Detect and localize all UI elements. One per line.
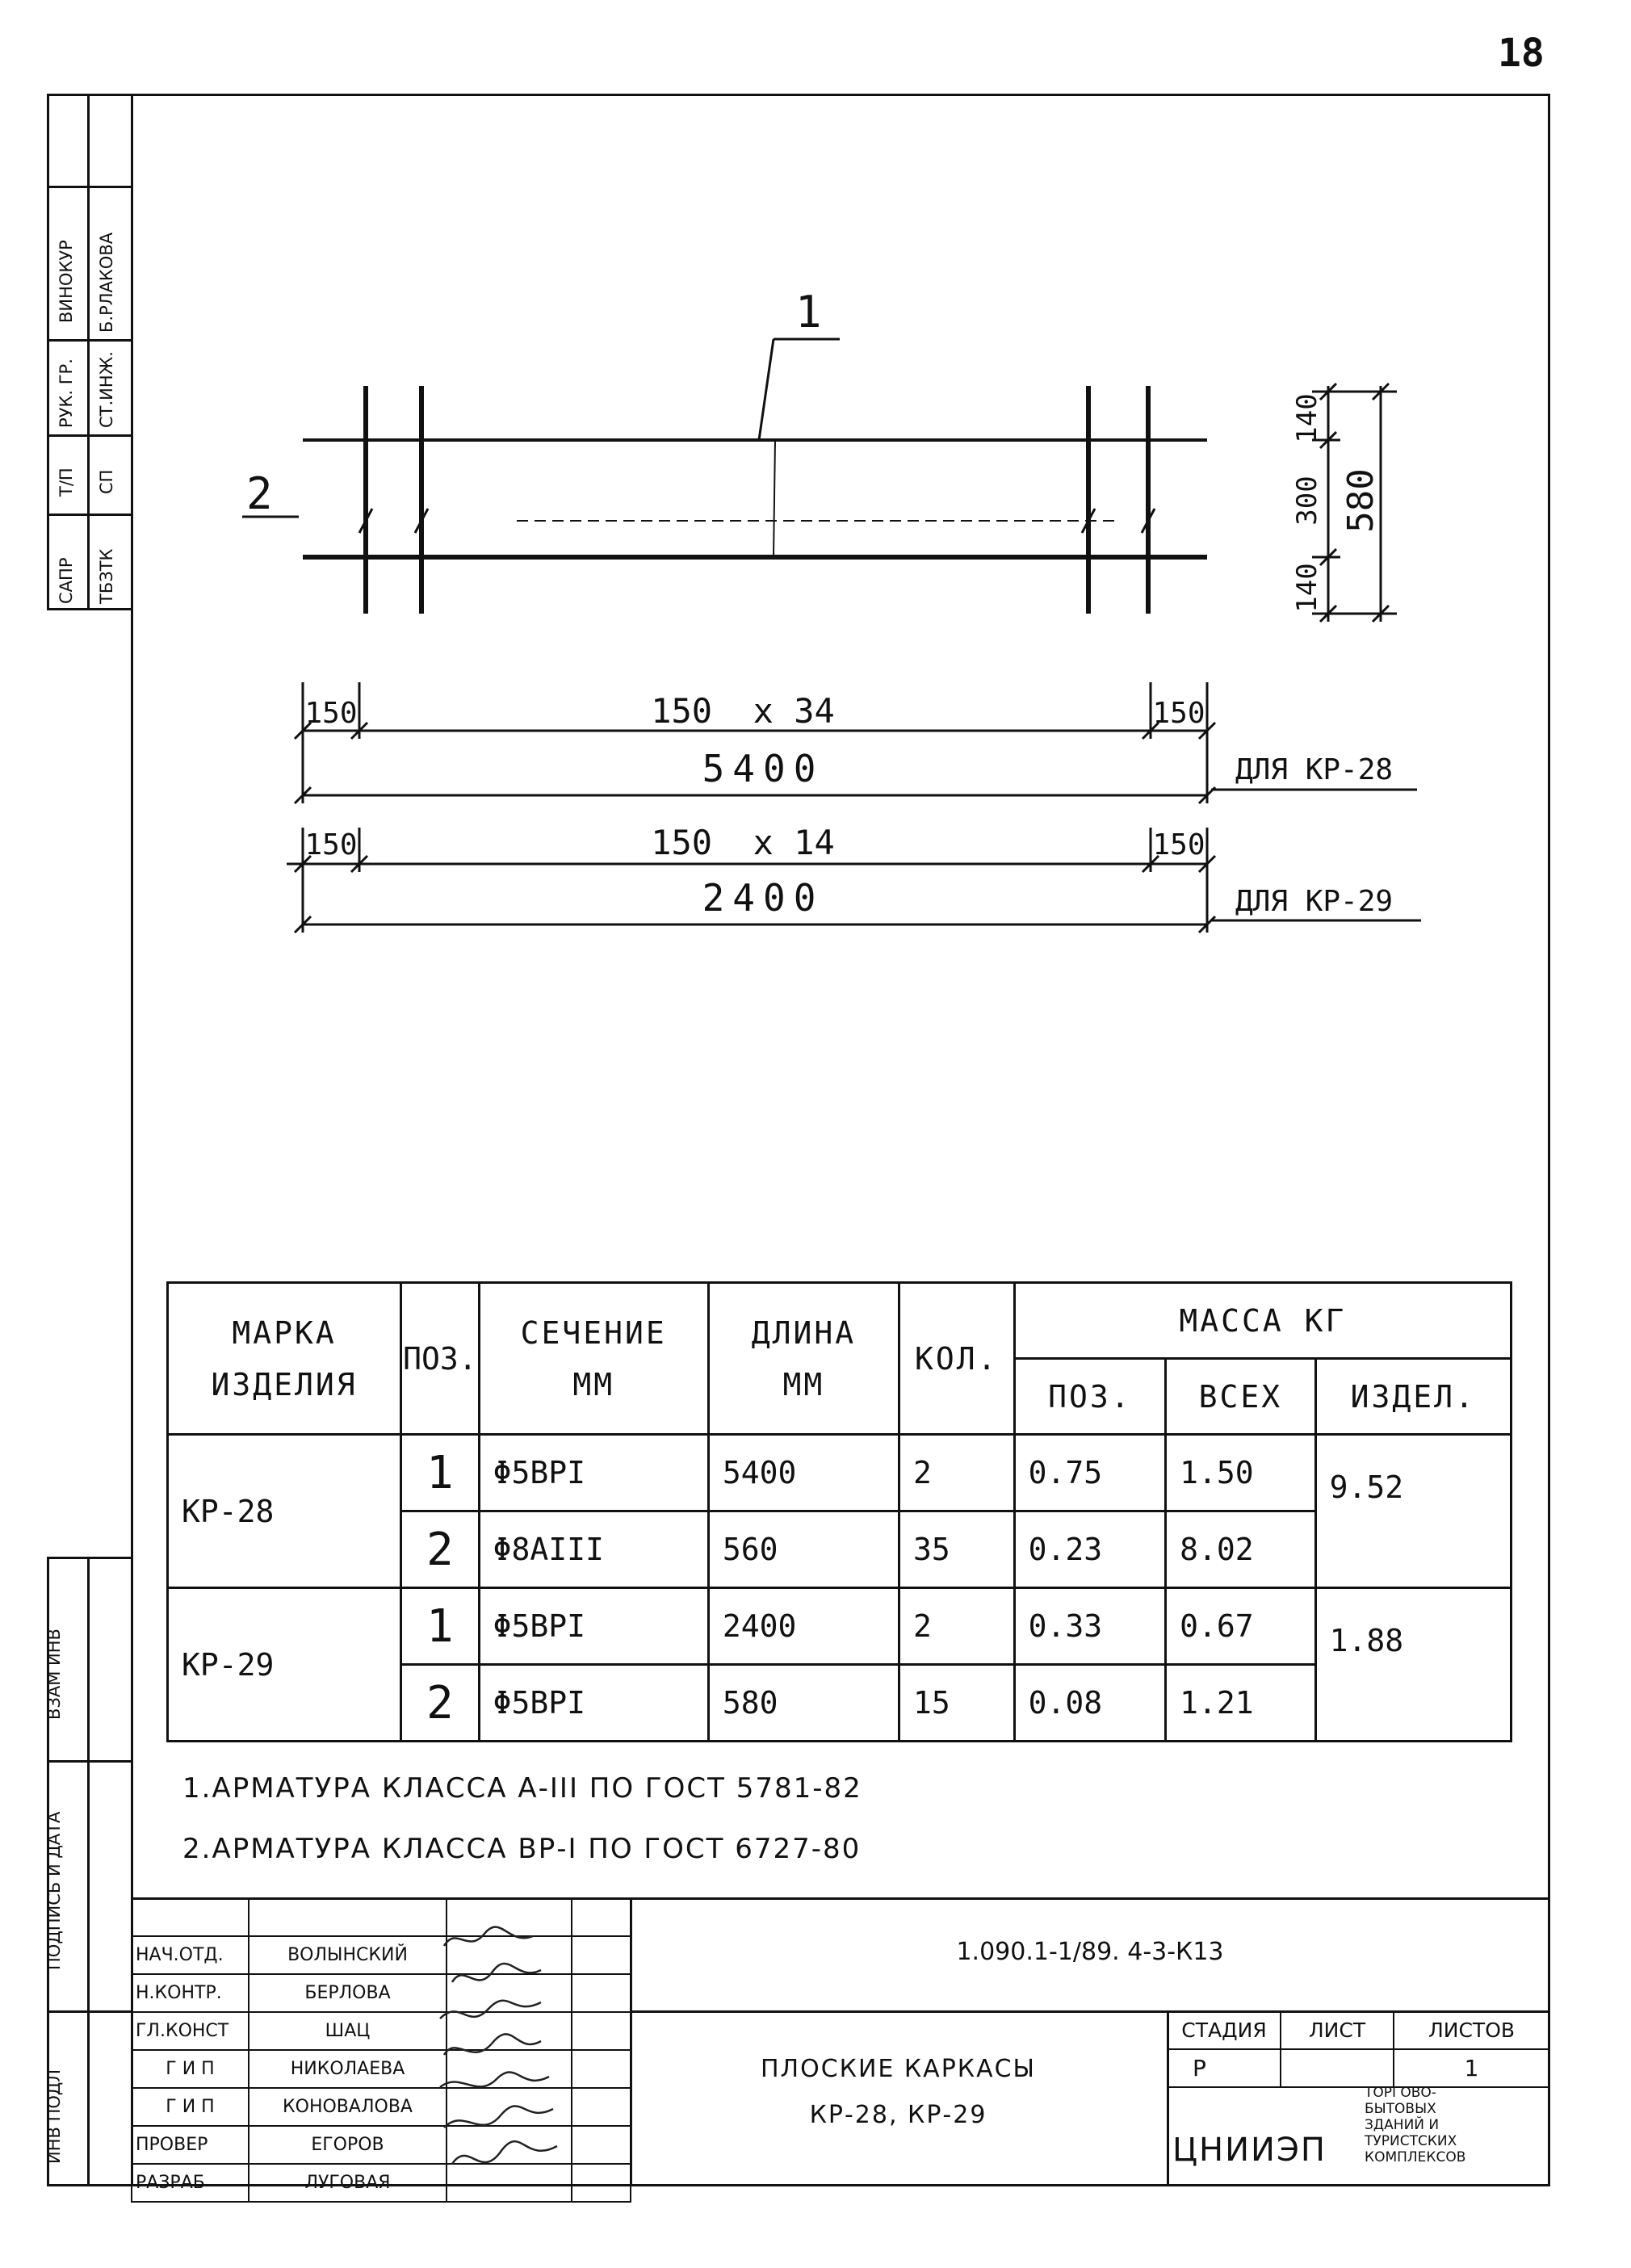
- callout-1: 1: [795, 287, 822, 337]
- header-qty: КОЛ.: [899, 1283, 1014, 1435]
- qty-cell: 15: [899, 1665, 1014, 1742]
- mark-cell: КР-29: [168, 1588, 401, 1742]
- signature-row: РАЗРАБ ЛУГОВАЯ: [132, 2164, 631, 2202]
- header-mass-pos: ПОЗ.: [1014, 1359, 1165, 1435]
- stage-label: СТАДИЯ: [1168, 2011, 1281, 2049]
- dim-row1-note: ДЛЯ КР-28: [1235, 753, 1394, 786]
- dim-row2-note: ДЛЯ КР-29: [1235, 885, 1394, 918]
- strip-label-razkova: Б.РЛАКОВА: [97, 232, 116, 333]
- header-length: ДЛИНА ММ: [708, 1283, 899, 1435]
- mass-pos-cell: 0.08: [1014, 1665, 1165, 1742]
- signature-row: ПРОВЕР ЕГОРОВ: [132, 2126, 631, 2164]
- signature-row: Г И П КОНОВАЛОВА: [132, 2088, 631, 2126]
- pos-cell: 2: [401, 1665, 480, 1742]
- length-cell: 560: [708, 1511, 899, 1588]
- strip-label-vzam-inv: ВЗАМ ИНВ: [44, 1629, 64, 1720]
- length-cell: 2400: [708, 1588, 899, 1665]
- strip-label-ruk-gr: РУК. ГР.: [57, 358, 76, 428]
- header-mass-item: ИЗДЕЛ.: [1315, 1359, 1511, 1435]
- mass-all-cell: 0.67: [1166, 1588, 1316, 1665]
- section-cell: Φ8АIII: [479, 1511, 708, 1588]
- mass-pos-cell: 0.23: [1014, 1511, 1165, 1588]
- mass-item-cell: 1.88: [1315, 1588, 1511, 1742]
- pos-cell: 1: [401, 1435, 480, 1511]
- mass-item-cell: 9.52: [1315, 1435, 1511, 1588]
- mass-all-cell: 1.50: [1166, 1435, 1316, 1511]
- stage-table: [1167, 2010, 1550, 2088]
- strip-label-tp: Т/П: [57, 467, 76, 497]
- strip-label-tbztk: ТБЗТК: [97, 548, 116, 604]
- qty-cell: 35: [899, 1511, 1014, 1588]
- header-mark: МАРКА ИЗДЕЛИЯ: [168, 1283, 401, 1435]
- mass-pos-cell: 0.75: [1014, 1435, 1165, 1511]
- header-mass-all: ВСЕХ: [1166, 1359, 1316, 1435]
- doc-title-line1: ПЛОСКИЕ КАРКАСЫ: [760, 2055, 1037, 2083]
- signature-row: Г И П НИКОЛАЕВА: [132, 2050, 631, 2088]
- doc-title-line2: КР-28, КР-29: [809, 2101, 987, 2129]
- section-cell: Φ5ВРI: [479, 1435, 708, 1511]
- sheet-value: [1281, 2049, 1394, 2087]
- signature-row: ГЛ.КОНСТ ШАЦ: [132, 2012, 631, 2050]
- header-pos: ПОЗ.: [401, 1283, 480, 1435]
- doc-code: 1.090.1-1/89. 4-3-К13: [956, 1938, 1224, 1966]
- dim-bottom-140: 140: [1291, 563, 1323, 613]
- dim-row1-right: 150: [1152, 697, 1205, 730]
- dim-row1-total: 5400: [702, 747, 824, 790]
- org-subtitle: ТОРГОВО- БЫТОВЫХ ЗДАНИЙ И ТУРИСТСКИХ КОМПЛЕКСОВ: [1365, 2085, 1466, 2165]
- mass-all-cell: 8.02: [1166, 1511, 1316, 1588]
- strip-label-sapr: САПР: [57, 557, 76, 604]
- section-cell: Φ5ВРI: [479, 1665, 708, 1742]
- qty-cell: 2: [899, 1435, 1014, 1511]
- table-row: [168, 1435, 1512, 1511]
- reinforcement-drawing: [0, 0, 1631, 969]
- length-cell: 580: [708, 1665, 899, 1742]
- mark-cell: КР-28: [168, 1435, 401, 1588]
- signatures-scribbles: [420, 1922, 581, 2188]
- note-2: 2.АРМАТУРА КЛАССА ВР-I ПО ГОСТ 6727-80: [182, 1833, 862, 1865]
- dim-total-580: 580: [1340, 468, 1382, 533]
- sheets-value: 1: [1394, 2049, 1549, 2087]
- strip-label-inv-podl: ИНВ ПОДЛ: [44, 2069, 64, 2164]
- sheet-label: ЛИСТ: [1281, 2011, 1394, 2049]
- signature-row: Н.КОНТР. БЕРЛОВА: [132, 1974, 631, 2012]
- mass-all-cell: 1.21: [1166, 1665, 1316, 1742]
- page-number: 18: [1498, 31, 1545, 76]
- dim-row2-mid: 150 х 14: [651, 823, 835, 862]
- strip-label-st-inzh: СТ.ИНЖ.: [97, 351, 116, 428]
- pos-cell: 2: [401, 1511, 480, 1588]
- sheets-label: ЛИСТОВ: [1394, 2011, 1549, 2049]
- pos-cell: 1: [401, 1588, 480, 1665]
- header-mass: МАССА КГ: [1014, 1283, 1511, 1359]
- dim-row1-left: 150: [304, 697, 358, 730]
- section-cell: Φ5ВРI: [479, 1588, 708, 1665]
- dim-mid-300: 300: [1291, 476, 1323, 526]
- org-name: ЦНИИЭП: [1172, 2132, 1327, 2169]
- mass-pos-cell: 0.33: [1014, 1588, 1165, 1665]
- strip-label-sp: СП: [97, 469, 116, 494]
- note-1: 1.АРМАТУРА КЛАССА А-III ПО ГОСТ 5781-82: [182, 1772, 862, 1805]
- table-row: [168, 1588, 1512, 1665]
- strip-label-podpis-data: ПОДПИСЬ И ДАТА: [44, 1811, 64, 1970]
- dim-row2-right: 150: [1152, 828, 1205, 862]
- specification-table: [166, 1281, 1512, 1742]
- dim-top-140: 140: [1291, 393, 1323, 443]
- stage-value: Р: [1168, 2049, 1281, 2087]
- qty-cell: 2: [899, 1588, 1014, 1665]
- signature-row: НАЧ.ОТД. ВОЛЫНСКИЙ: [132, 1936, 631, 1974]
- length-cell: 5400: [708, 1435, 899, 1511]
- callout-2: 2: [246, 468, 273, 519]
- dim-row2-total: 2400: [702, 876, 824, 920]
- dim-row2-left: 150: [304, 828, 358, 862]
- strip-label-vinokur: ВИНОКУР: [57, 240, 76, 323]
- dim-row1-mid: 150 х 34: [651, 691, 835, 731]
- header-section: СЕЧЕНИЕ ММ: [479, 1283, 708, 1435]
